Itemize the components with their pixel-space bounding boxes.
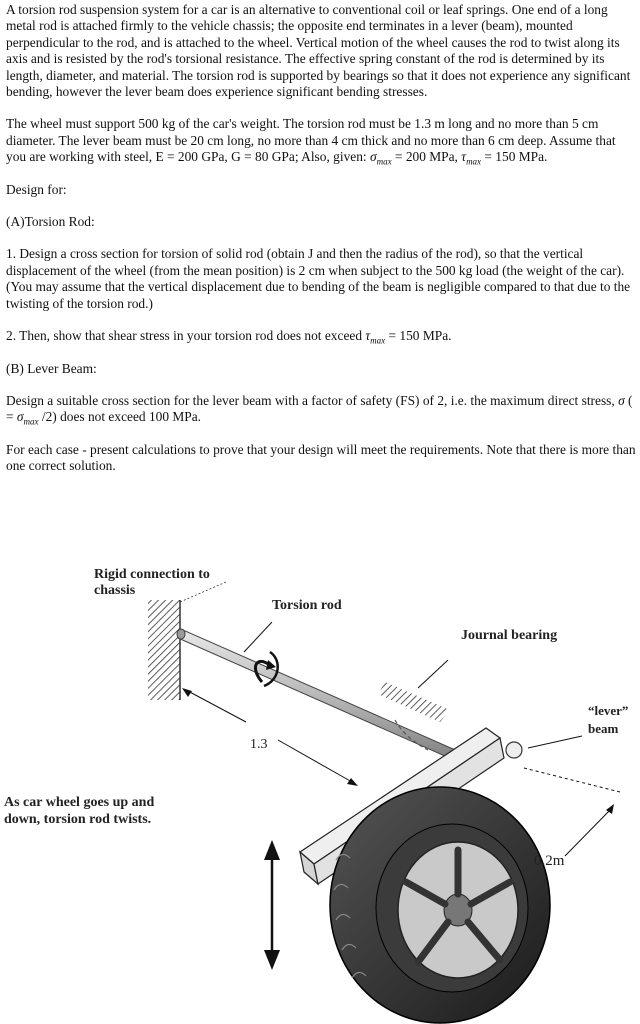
- length-dim-right-head: [347, 778, 358, 786]
- beam-dim-arrow: [565, 808, 612, 856]
- beam-sigma-max-subscript: max: [23, 416, 39, 427]
- requirements-text: The wheel must support 500 kg of the car's weight. The torsion rod must be 1.3 m long and no more than 5 cm diameter. The lever beam must be 20 cm long, no more than 4 cm thick and no more than 6 cm deep. Assume that you are working with steel, E = 200 GPa, G = 80 GPa; Also, given:: [6, 116, 616, 165]
- twist-arrowhead: [266, 660, 276, 670]
- tau-symbol: τ: [461, 149, 467, 165]
- item-2-tau-subscript: max: [370, 335, 386, 346]
- beam-paragraph: [6, 393, 636, 426]
- label-journal-bearing: Journal bearing: [461, 628, 558, 643]
- item-2-tau: τ: [365, 328, 371, 344]
- label-beam: beam: [588, 721, 619, 736]
- torsion-rod: [177, 629, 478, 768]
- part-b-heading: (B) Lever Beam:: [6, 360, 97, 376]
- design-for-heading: Design for:: [6, 181, 67, 197]
- beam-sigma: σ: [618, 392, 625, 408]
- closing-paragraph: For each case - present calculations to prove that your design will meet the requirements. Note that there is more than one correct solution.: [6, 441, 636, 474]
- label-rigid-connection: Rigid connection to chassis: [94, 567, 210, 598]
- sigma-symbol: σ: [369, 149, 377, 165]
- label-rod-length: 1.3: [250, 737, 268, 752]
- length-dim-right: [278, 740, 352, 782]
- tau-value: = 150 MPa.: [481, 149, 548, 165]
- tau-subscript: max: [466, 156, 482, 167]
- sigma-subscript: max: [376, 156, 392, 167]
- label-torsion-rod: Torsion rod: [272, 598, 342, 613]
- item-2-tau-value: = 150 MPa.: [385, 328, 452, 344]
- beam-tail: /2) does not exceed 100 MPa.: [38, 409, 202, 425]
- item-1: 1. Design a cross section for torsion of solid rod (obtain J and then the radius of the rod), so that the vertical displacement of the wheel (from the mean position) is 2 cm when subject to the 500 kg load (the weight of the car). (You may assume that the vertical displacement due to bending of the beam is negligible compared to that due to the twisting of the torsion rod.): [6, 246, 631, 311]
- wheel: [330, 787, 550, 1023]
- beam-dim-dashed: [524, 768, 620, 792]
- requirements-paragraph: [6, 116, 636, 165]
- length-dim-left-head: [182, 688, 192, 697]
- item-2: [6, 328, 636, 344]
- lever-leader: [528, 736, 582, 748]
- label-lever: “lever”: [588, 703, 629, 718]
- part-a-heading: (A)Torsion Rod:: [6, 214, 95, 230]
- length-dim-left: [186, 690, 246, 722]
- journal-bearing-hatch: [378, 682, 450, 722]
- sigma-value: = 200 MPa,: [391, 149, 462, 165]
- intro-paragraph: A torsion rod suspension system for a car is an alternative to conventional coil or leaf springs. One end of a long metal rod is attached firmly to the vehicle chassis; the opposite end terminates in a lever (beam), mounted perpendicular to the rod, and is attached to the wheel. Vertical motion of the wheel causes the rod to twist along its axis and is resisted by the rod's torsional resistance. The effective spring constant of the rod is determined by its length, diameter, and material. The torsion rod is supported by bearings so that it does not experience any significant bending, however the lever beam does experience significant bending stresses.: [6, 2, 631, 100]
- chassis-block: [148, 600, 180, 700]
- journal-leader: [418, 660, 448, 688]
- item-2-text: 2. Then, show that shear stress in your torsion rod does not exceed: [6, 328, 366, 344]
- beam-paren: ( =: [6, 392, 633, 425]
- label-wheel-note: As car wheel goes up and down, torsion rod twists.: [4, 795, 155, 827]
- label-beam-length: 0.2m: [534, 853, 565, 869]
- problem-text: [6, 2, 636, 491]
- beam-sigma-max: σ: [16, 409, 24, 425]
- torsion-rod-leader: [244, 622, 272, 652]
- beam-text: Design a suitable cross section for the lever beam with a factor of safety (FS) of 2, i.e. the maximum direct stress,: [6, 392, 619, 408]
- suspension-figure: [0, 560, 640, 1024]
- vertical-motion-arrow: [264, 840, 280, 970]
